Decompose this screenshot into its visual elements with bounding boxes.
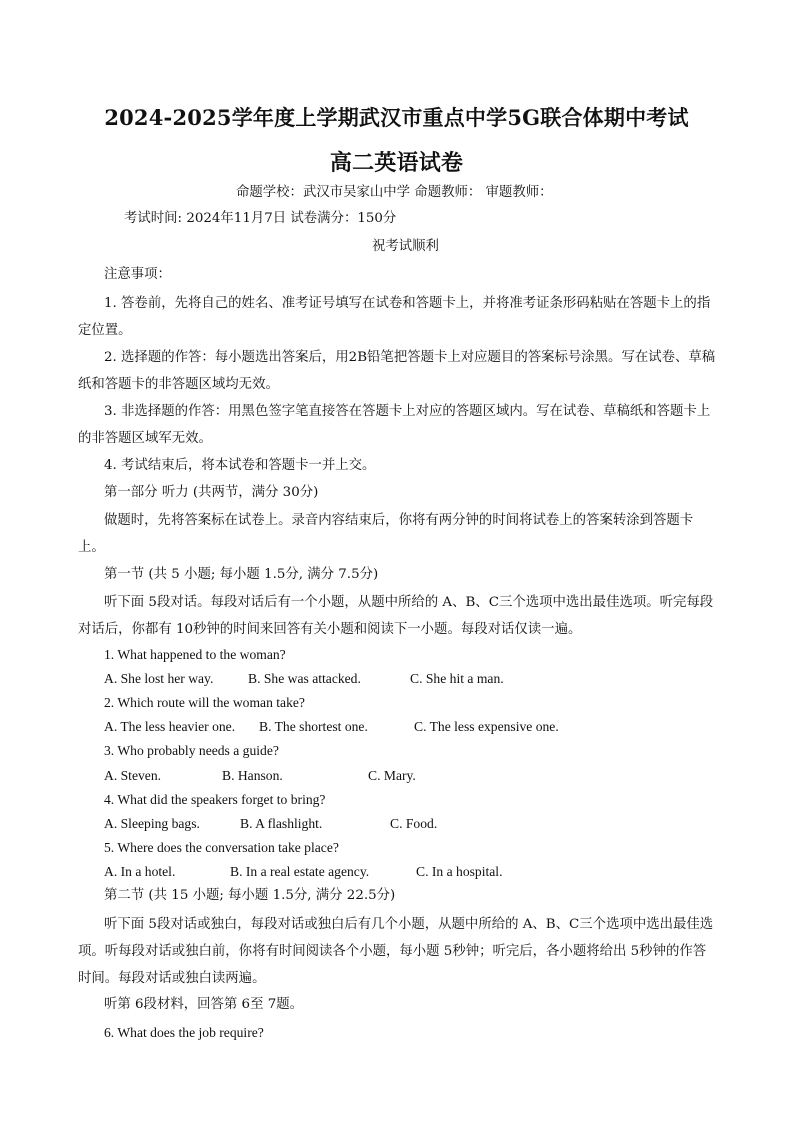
question-4: 4. What did the speakers forget to bring? xyxy=(104,792,326,807)
q5-option-a: A. In a hotel. xyxy=(104,864,176,879)
school-line: 命题学校：武汉市吴家山中学 命题教师： 审题教师： xyxy=(236,185,553,200)
note-item-3: 3. 非选择题的作答：用黑色签字笔直接答在答题卡上对应的答题区域内。写在试卷、草稿纸和答题卡上的非答题区域军无效。 xyxy=(78,404,711,446)
q1-option-c: C. She hit a man. xyxy=(410,671,504,686)
section1-instruction: 听下面 5段对话。每段对话后有一个小题，从题中所给的 A、B、C三个选项中选出最佳选项。听完每段对话后，你都有 10秒钟的时间来回答有关小题和阅读下一小题。每段对话仅读一遍。 xyxy=(78,595,714,637)
q1-option-a: A. She lost her way. xyxy=(104,671,214,686)
time-line: 考试时间: 2024年11月7日 试卷满分：150分 xyxy=(124,211,397,226)
q2-option-c: C. The less expensive one. xyxy=(414,719,559,734)
question-6: 6. What does the job require? xyxy=(104,1025,264,1040)
section1-heading: 第一节 (共 5 小题; 每小题 1.5分, 满分 7.5分) xyxy=(104,567,379,582)
notes-heading: 注意事项： xyxy=(104,267,171,282)
part1-heading: 第一部分 听力 (共两节，满分 30分) xyxy=(104,485,319,500)
q1-option-b: B. She was attacked. xyxy=(248,671,361,686)
q3-option-a: A. Steven. xyxy=(104,768,162,783)
question-5: 5. Where does the conversation take place? xyxy=(104,840,339,855)
question-3: 3. Who probably needs a guide? xyxy=(104,743,279,758)
q4-option-c: C. Food. xyxy=(390,816,438,831)
q4-option-a: A. Sleeping bags. xyxy=(104,816,200,831)
exam-subtitle: 高二英语试卷 xyxy=(329,150,464,176)
section2-heading: 第二节 (共 15 小题; 每小题 1.5分, 满分 22.5分) xyxy=(104,888,396,903)
q3-option-c: C. Mary. xyxy=(368,768,416,783)
q2-option-b: B. The shortest one. xyxy=(259,719,368,734)
question-1: 1. What happened to the woman? xyxy=(104,647,286,662)
note-item-2: 2. 选择题的作答：每小题选出答案后，用2B铅笔把答题卡上对应题目的答案标号涂黑。写在试卷、草稿纸和答题卡的非答题区域均无效。 xyxy=(78,350,716,392)
q5-option-b: B. In a real estate agency. xyxy=(230,864,370,879)
q2-option-a: A. The less heavier one. xyxy=(104,719,236,734)
note-item-4: 4. 考试结束后，将本试卷和答题卡一并上交。 xyxy=(104,458,376,473)
section2-instruction: 听下面 5段对话或独白，每段对话或独白后有几个小题，从题中所给的 A、B、C三个选项中选出最佳选项。听每段对话或独白前，你将有时间阅读各个小题，每小题 5秒钟；听完后，各小题将给出 5秒钟的作答时间。每段对话或独白读两遍。 xyxy=(78,917,714,986)
wish-line: 祝考试顺利 xyxy=(372,239,439,254)
part1-instruction: 做题时，先将答案标在试卷上。录音内容结束后，你将有两分钟的时间将试卷上的答案转涂到答题卡上。 xyxy=(78,513,694,555)
material-line: 听第 6段材料，回答第 6至 7题。 xyxy=(104,997,304,1012)
q4-option-b: B. A flashlight. xyxy=(240,816,323,831)
exam-title: 2024-2025学年度上学期武汉市重点中学5G联合体期中考试 xyxy=(104,105,689,130)
q5-option-c: C. In a hospital. xyxy=(416,864,503,879)
q3-option-b: B. Hanson. xyxy=(222,768,283,783)
question-2: 2. Which route will the woman take? xyxy=(104,695,305,710)
note-item-1: 1. 答卷前，先将自己的姓名、准考证号填写在试卷和答题卡上，并将准考证条形码粘贴在答题卡上的指定位置。 xyxy=(78,296,711,338)
